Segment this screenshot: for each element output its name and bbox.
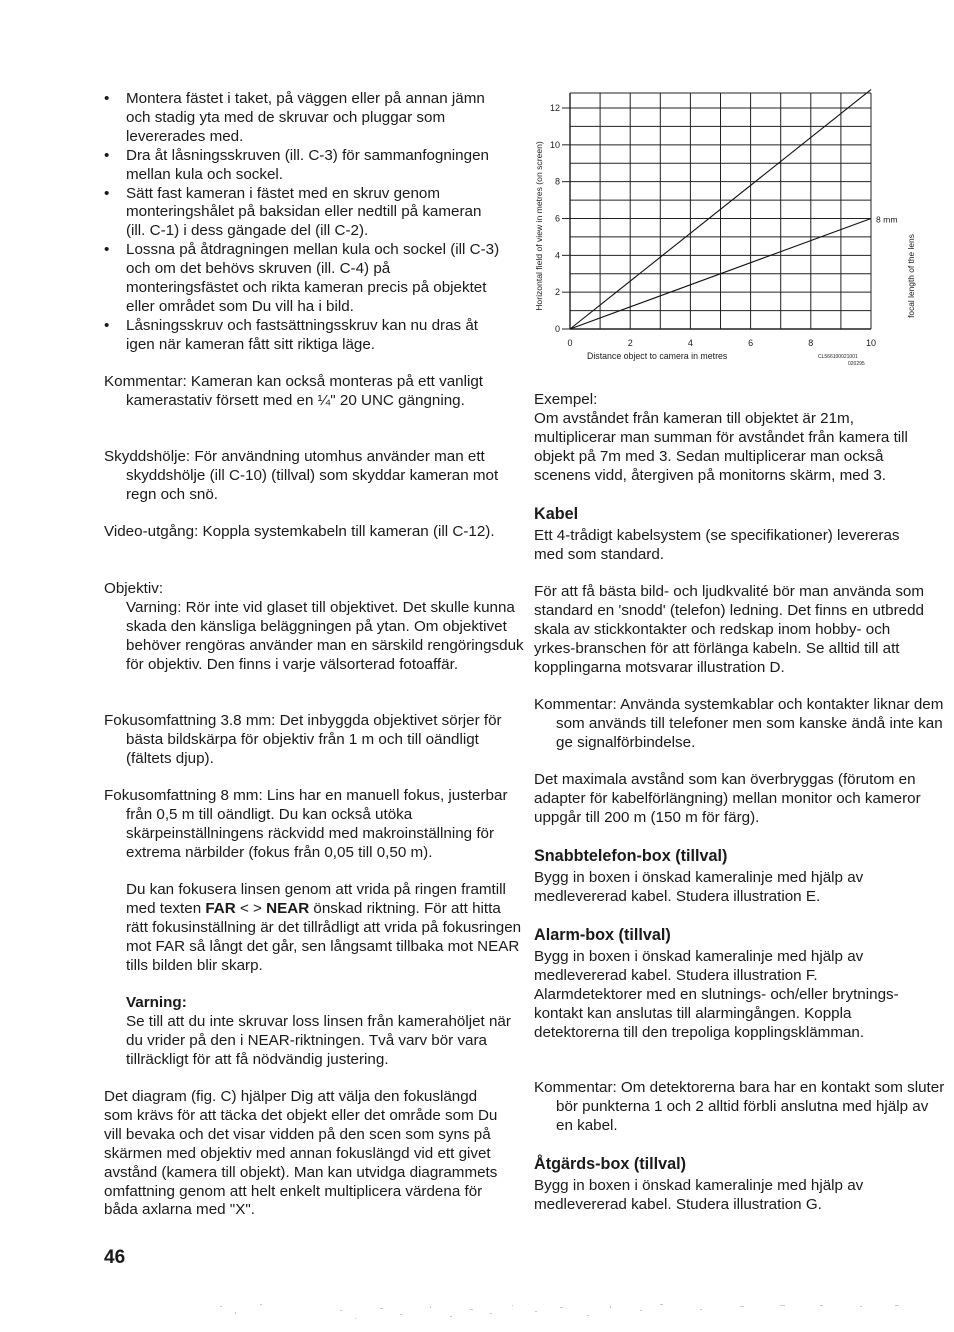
list-item: • Låsningsskruv och fastsättningsskruv kan nu dras åt igen när kameran fått sitt riktiga läge. [104,317,504,355]
y-tick-label: 8 [554,176,560,187]
kabel-text: Ett 4-trådigt kabelsystem (se specifikationer) levereras med som standard. [534,527,900,563]
varning-text: Se till att du inte skruvar loss linsen från kamerahöljet när du vrider på den i NEAR-riktningen. Två varv bör vara tillräckligt för att få nödvändig justering. [126,1013,511,1068]
x-tick-label: 10 [865,338,877,348]
fokus-8-text: Fokusomfattning 8 mm: Lins har en manuell fokus, justerbar från 0,5 m till oändligt. Du kan också utöka skärpeinställningens räckvidd med makroinställning för extrema närbilder (fokus från 0,05 till 0,50 m). [104,787,508,861]
kommentar-detektorer: Kommentar: Om detektorerna bara har en kontakt som sluter bör punkterna 1 och 2 alltid förbli anslutna med hjälp av en kabel. [534,1079,945,1134]
focus-ring-text [104,881,526,976]
focus-text-arrows: < > [235,899,267,917]
list-item: • Montera fästet i taket, på väggen eller på annan jämn och stadig yta med de skruvar och pluggar som levererades med. [104,90,504,147]
diagram-description: Det diagram (fig. C) hjälper Dig att välja den fokuslängd som krävs för att täcka det objekt eller det område som Du vill bevaka och det visar vidden på den scen som syns på skärmen med objektiv med annan fokuslängd vid ett givet avstånd (kamera till objekt). Man kan utvidga diagrammets omfattning genom att helt enkelt multiplicera värdena för båda axlarna med "X". [104,1088,498,1219]
y-axis-label: Horizontal field of view in metres (on screen) [534,141,544,311]
y-tick-label: 4 [554,250,560,261]
video-output-text: Video-utgång: Koppla systemkabeln till kameran (ill C-12). [104,523,495,540]
atgards-heading: Åtgärds-box (tillval) [534,1155,686,1173]
fokus-3-8-text: Fokusomfattning 3.8 mm: Det inbyggda objektivet sörjer för bästa bildskärpa för objektiv från 1 m och till oändligt (fältets djup). [104,712,502,767]
objektiv-warning: Varning: Rör inte vid glaset till objektivet. Det skulle kunna skada den känsliga beläggningen på ytan. Om objektivet behöver rengöras använder man en särskild rengöringsduk för objektiv. Den finns i varje välsorterad fotoaffär. [126,599,524,673]
varning-title: Varning: [126,994,187,1011]
list-item: • Sätt fast kameran i fästet med en skruv genom monteringshålet på baksidan eller nedtill på kameran (ill. C-1) i dess gängade del (ill C-2). [104,185,504,242]
series-label: 8 mm [876,214,898,225]
y-tick-label: 6 [554,213,560,224]
alarm-text: Bygg in boxen i önskad kameralinje med hjälp av medlevererad kabel. Studera illustration F. Alarmdetektorer med en slutnings- och/eller brytnings-kontakt kan anslutas till alarmingången. Koppla detektorerna till den trepoliga kopplingsklämman. [534,948,899,1041]
atgards-text: Bygg in boxen i önskad kameralinje med hjälp av medlevererad kabel. Studera illustration G. [534,1177,864,1213]
focal-length-label: focal length of the lens [906,234,916,318]
focus-text-start: Du kan fokusera linsen genom att vrida på ringen framtill med texten [126,881,506,917]
figure-code: CL566100021001 [818,354,858,360]
x-tick-label: 8 [808,338,814,348]
focus-text-end: önskad riktning. För att hitta rätt fokusinställning är det tillrådligt att vrida på fokusringen mot FAR så långt det går, sen långsamt tillbaka mot NEAR tills bilden blir skarp. [126,899,522,974]
x-tick-label: 0 [567,338,573,348]
far-label: FAR [205,899,236,917]
exempel-text: Om avståndet från kameran till objektet är 21m, multiplicerar man summan för avståndet från kamera till objekt på 7m med 3. Sedan multiplicerar man också scenens vidd, återgiven på monitorns skärm, med 3. [534,410,908,484]
x-tick-label: 6 [748,338,754,348]
list-item: • Lossna på åtdragningen mellan kula och sockel (ill C-3) och om det behövs skruven (ill. C-4) på monteringsfästet och rikta kameran precis på objektet eller området som Du vill ha i bild. [104,241,504,317]
y-tick-label: 0 [554,324,560,334]
chart-series-lines [570,88,905,329]
kabel-quality-text: För att få bästa bild- och ljudkvalité bör man använda som standard en 'snodd' (telefon) ledning. Det finns en utbredd skala av stickkontakter och redskap inom hobby- och yrkes-branschen för att förlänga kabeln. Se alltid till att kopplingarna motsvarar illustration D. [534,583,925,676]
scan-noise [140,1300,920,1330]
y-tick-label: 10 [549,139,560,150]
kabel-heading: Kabel [534,505,579,523]
y-tick-label: 12 [549,103,560,113]
exempel-label: Exempel: [534,391,598,408]
list-item: • Dra åt låsningsskruven (ill. C-3) för sammanfogningen mellan kula och sockel. [104,147,504,185]
x-tick-label: 2 [627,338,633,348]
field-of-view-chart [534,88,924,378]
near-label: NEAR [266,899,310,917]
snabbtelefon-heading: Snabbtelefon-box (tillval) [534,847,728,865]
x-tick-label: 4 [687,338,693,348]
alarm-heading: Alarm-box (tillval) [534,926,671,944]
kommentar-stativ: Kommentar: Kameran kan också monteras på ett vanligt kamerastativ försett med en ¼" 20 UNC gängning. [104,373,484,409]
skyddsholje-text: Skyddshölje: För användning utomhus använder man ett skyddshölje (ill C-10) (tillval) som skyddar kameran mot regn och snö. [104,448,499,503]
chart-tick-labels [550,103,876,348]
figure-code-date: 020295 [848,361,865,367]
mounting-steps-list [104,90,504,355]
max-distance-text: Det maximala avstånd som kan överbryggas (förutom en adapter för kabelförlängning) mellan monitor och kameror uppgår till 200 m (150 m för färg). [534,771,921,826]
snabbtelefon-text: Bygg in boxen i önskad kameralinje med hjälp av medlevererad kabel. Studera illustration E. [534,869,864,905]
kommentar-kablar: Kommentar: Använda systemkablar och kontakter liknar dem som används till telefoner men som kanske ändå inte kan ge signalförbindelse. [534,696,944,751]
page-number: 46 [104,1247,126,1268]
x-axis-label: Distance object to camera in metres [587,351,728,361]
y-tick-label: 2 [554,287,560,298]
objektiv-label: Objektiv: [104,580,164,597]
